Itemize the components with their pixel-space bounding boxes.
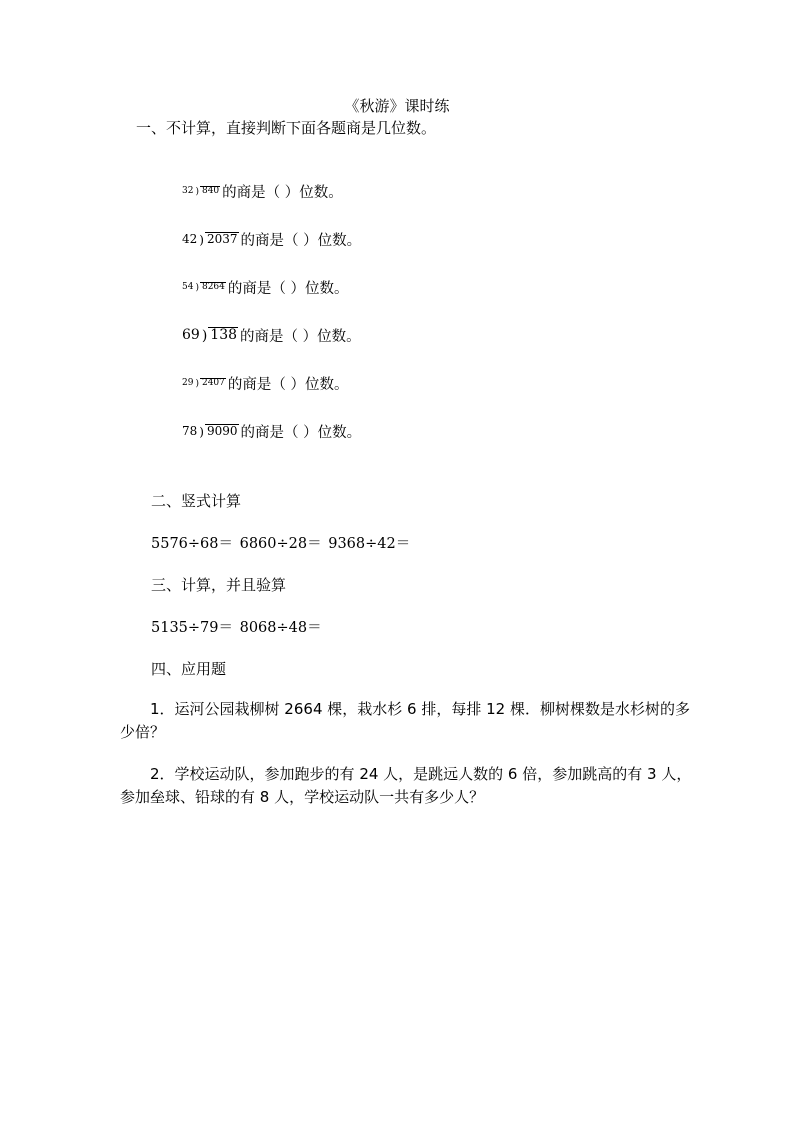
division-bracket: ) <box>195 283 199 294</box>
section3-heading: 三、计算，并且验算 <box>151 576 287 594</box>
dividend: 840 <box>201 185 220 196</box>
divisor: 69 <box>182 327 200 343</box>
long-division-expression <box>182 186 220 196</box>
section2-expressions: 5576÷68＝ 6860÷28＝ 9368÷42＝ <box>151 536 411 552</box>
division-bracket: ) <box>195 187 199 198</box>
divisor: 54 <box>182 282 194 293</box>
section2-heading: 二、竖式计算 <box>151 492 242 510</box>
divisor: 42 <box>182 232 198 246</box>
division-bracket: ) <box>199 233 204 247</box>
problem-suffix: 的商是（ ）位数。 <box>240 424 362 441</box>
problem-suffix: 的商是（ ）位数。 <box>222 184 343 201</box>
word-problem-2: 2．学校运动队，参加跑步的有 24 人，是跳远人数的 6 倍，参加跳高的有 3 人，参加垒球、铅球的有 8 人，学校运动队一共有多少人？ <box>120 765 692 806</box>
division-bracket: ) <box>195 379 199 390</box>
quotient-digit-problem <box>182 228 361 250</box>
problem-suffix: 的商是（ ）位数。 <box>240 328 361 345</box>
quotient-digit-problem <box>182 372 348 394</box>
problem-suffix: 的商是（ ）位数。 <box>227 280 349 297</box>
problem-suffix: 的商是（ ）位数。 <box>240 232 362 249</box>
division-bracket: ) <box>201 328 208 344</box>
quotient-digit-problem <box>182 180 343 202</box>
section3-expressions: 5135÷79＝ 8068÷48＝ <box>151 620 322 636</box>
long-division-expression <box>182 232 239 246</box>
quotient-digit-problem <box>182 276 348 298</box>
divisor: 32 <box>182 186 194 197</box>
dividend: 9090 <box>206 424 238 439</box>
dividend: 138 <box>210 327 238 344</box>
division-bracket: ) <box>199 425 204 439</box>
divisor: 78 <box>182 424 198 438</box>
section4-heading: 四、应用题 <box>151 660 227 678</box>
dividend: 2037 <box>206 232 238 247</box>
page-title: 《秋游》课时练 <box>344 97 450 115</box>
long-division-expression <box>182 282 226 292</box>
quotient-digit-problem <box>182 324 361 346</box>
section1-heading: 一、不计算，直接判断下面各题商是几位数。 <box>136 119 437 137</box>
dividend: 2407 <box>201 377 225 388</box>
quotient-digit-problem <box>182 420 361 442</box>
divisor: 29 <box>182 378 194 389</box>
dividend: 8264 <box>201 281 225 292</box>
word-problem-1: 1．运河公园栽柳树 2664 棵，栽水杉 6 排，每排 12 棵．柳树棵数是水杉树的多少倍？ <box>120 700 690 741</box>
long-division-expression <box>182 424 239 438</box>
long-division-expression <box>182 378 226 388</box>
problem-suffix: 的商是（ ）位数。 <box>227 376 349 393</box>
long-division-expression <box>182 327 238 343</box>
